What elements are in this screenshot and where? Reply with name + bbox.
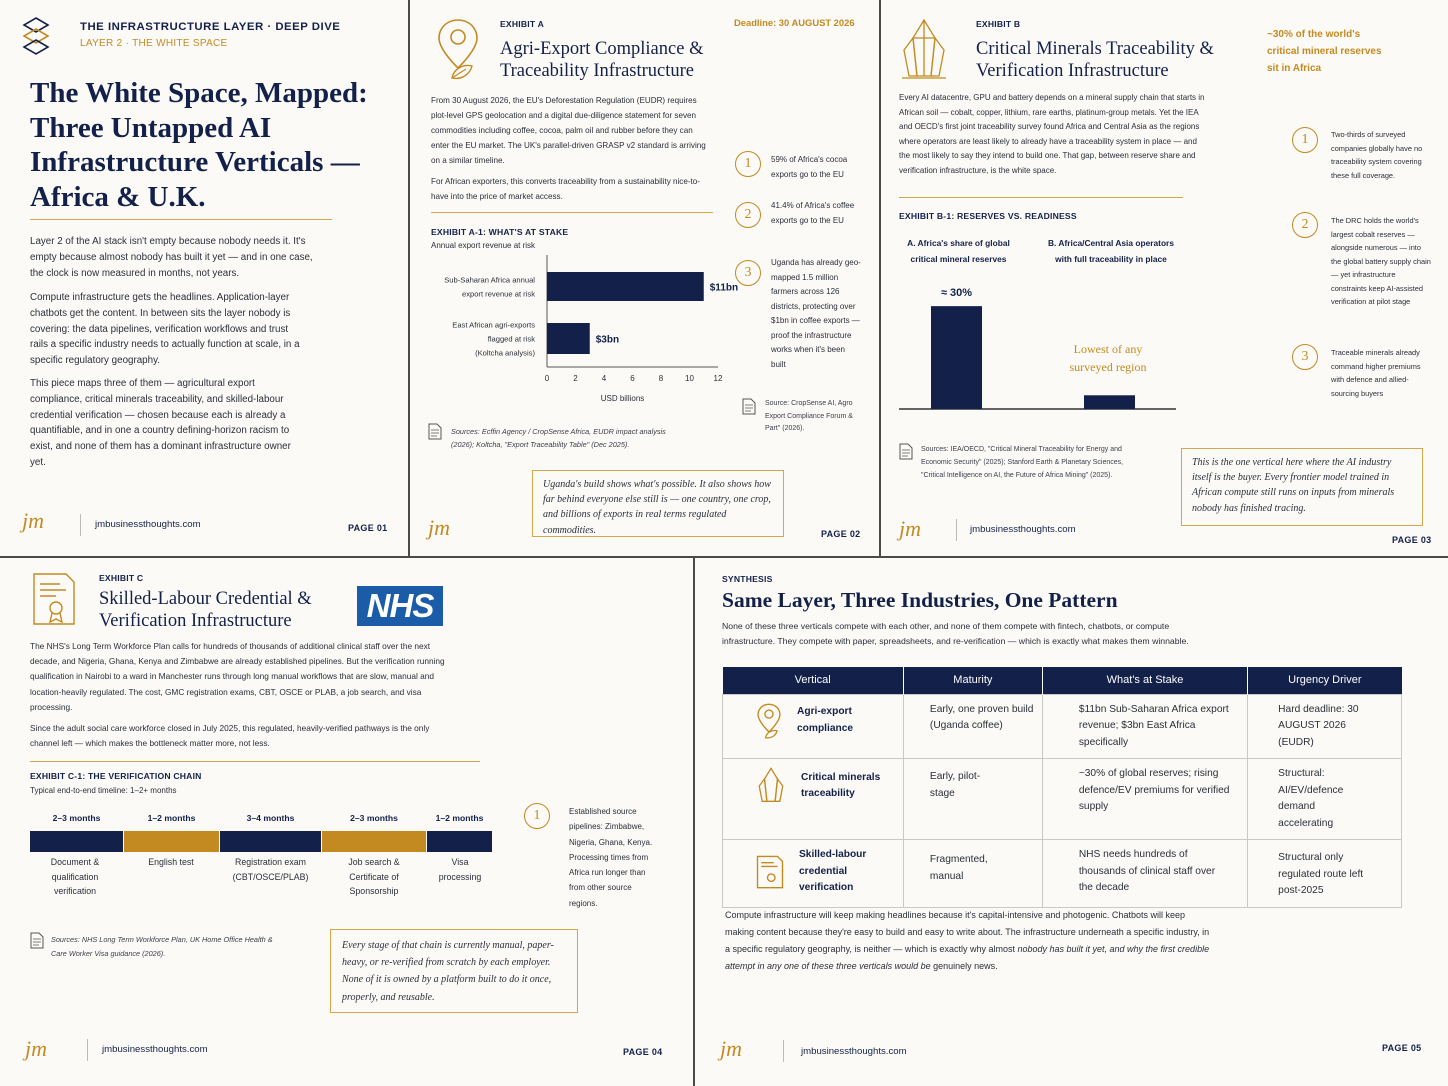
- x-tick-label: 2: [573, 374, 578, 383]
- site-link[interactable]: jmbusinessthoughts.com: [801, 1046, 907, 1057]
- table-cell: Early, one proven build (Uganda coffee): [903, 694, 1042, 759]
- x-tick-label: 12: [713, 374, 723, 383]
- sources-note: Sources: NHS Long Term Workforce Plan, UK Home Office Health & Care Worker Visa guidance (2026).: [51, 935, 273, 958]
- jm-logo: jm: [720, 1036, 742, 1061]
- document-icon: [742, 398, 756, 415]
- step-duration: 2–3 months: [350, 813, 398, 823]
- stat-text: Traceable minerals already command higher premiums with defence and allied-sourcing buyers: [1331, 348, 1421, 398]
- exhibit-title: Skilled-Labour Credential & Verification Infrastructure: [99, 589, 312, 631]
- location-leaf-icon: [434, 16, 482, 82]
- table-cell: $11bn Sub-Saharan Africa export revenue; $3bn East Africa specifically: [1042, 694, 1247, 759]
- bar: [931, 306, 982, 409]
- section-kicker: SYNTHESIS: [722, 574, 773, 584]
- exhibit-label: EXHIBIT A: [500, 19, 544, 29]
- closing-emphasis: nobody has built it yet, and why the first credible attempt in any one of these three verticals would be: [725, 943, 1210, 971]
- body-paragraph: Compute infrastructure gets the headlines. Application-layer chatbots get the content. In between sits the layer nobody is covering: the data pipelines, verification workflows and trust rails a specific industry needs to actually function at scale, in a specific regulatory geography.: [30, 292, 300, 367]
- sources-note: Sources: Ecffin Agency / CropSense Africa, EUDR impact analysis (2026); Koltcha, "Export Traceability Table" (Dec 2025).: [451, 427, 666, 449]
- page-title: The White Space, Mapped: Three Untapped AI Infrastructure Verticals — Africa & U.K.: [30, 77, 368, 213]
- bar-value-label: ≈ 30%: [940, 287, 973, 300]
- table-cell: Early, pilot-stage: [903, 759, 1042, 840]
- stat-number-2: 2: [735, 202, 761, 228]
- page-01: [0, 0, 408, 556]
- column-header: Urgency Driver: [1248, 667, 1402, 694]
- document-icon: [428, 423, 442, 440]
- column-header: Vertical: [723, 667, 904, 694]
- step-duration: 1–2 months: [435, 813, 484, 823]
- chart-subtitle: Annual export revenue at risk: [431, 241, 536, 250]
- intro-paragraph: None of these three verticals compete with each other, and none of them compete with fintech, chatbots, or compute infrastructure. They compete with paper, spreadsheets, and re-verification — which is exactly what makes them winnable.: [722, 621, 1189, 647]
- column-header: Maturity: [903, 667, 1042, 694]
- synthesis-table: [722, 667, 1402, 908]
- series-kicker: THE INFRASTRUCTURE LAYER · DEEP DIVE: [80, 21, 341, 33]
- category-label: (Koltcha analysis): [475, 348, 535, 358]
- x-tick-label: 10: [685, 374, 694, 383]
- deadline-badge: Deadline: 30 AUGUST 2026: [734, 17, 855, 28]
- closing-text: Compute infrastructure will keep making headlines because it's capital-intensive and photogenic. Chatbots will keep making content because they're easy to build and easy to write about. The infrastructure underneath a specific industry, in a specific regulatory geography, is neither — which is exactly why almost: [725, 910, 1210, 954]
- crystal-icon: [899, 16, 949, 84]
- stat-text: Established source pipelines: Zimbabwe, Nigeria, Ghana, Kenya. Processing times from Africa run longer than from other source regions.: [569, 807, 653, 908]
- body-paragraph: Every AI datacentre, GPU and battery depends on a mineral supply chain that starts in African soil — cobalt, copper, lithium, rare earths, platinum-group metals. Yet the IEA and OECD's first joint traceability survey found Africa and Central Asia as the regions where operators are least likely to already have a traceability system in place — and the most likely to say they intend to build one. That gap, between reserve share and verification infrastructure, is the white space.: [899, 93, 1205, 175]
- table-cell-vertical: [723, 840, 904, 908]
- sources-note: Sources: IEA/OECD, "Critical Mineral Traceability for Energy and Economic Security" (2025); Stanford Earth & Planetary Sciences, "Critical Intelligence on AI, the Future of Africa Mining" (2025).: [921, 446, 1124, 479]
- step-description: Job search & Certificate of Sponsorship: [348, 857, 400, 897]
- body-paragraph: For African exporters, this converts traceability from a sustainability nice-to-have into the price of market access.: [431, 177, 700, 202]
- location-leaf-icon: [755, 702, 783, 740]
- divider-rule: [30, 219, 332, 220]
- source-note: Source: CropSense AI, Agro Export Compliance Forum & Part" (2026).: [765, 400, 853, 432]
- table-cell-vertical: [723, 694, 904, 759]
- table-header-row: [723, 667, 1402, 694]
- page-02: [410, 0, 879, 556]
- vertical-name: Critical minerals traceability: [801, 771, 881, 799]
- footer-separator: [956, 519, 957, 541]
- column-header: What's at Stake: [1042, 667, 1247, 694]
- stat-text: The DRC holds the world's largest cobalt reserves — alongside numerous — into the global battery supply chain — yet infrastructure constraints keep AI-assisted verification at pilot stage: [1331, 216, 1431, 306]
- footer-separator: [87, 1039, 88, 1061]
- page-number: PAGE 02: [821, 529, 861, 539]
- stat-number-1: 1: [524, 803, 550, 829]
- stat-text: Two-thirds of surveyed companies globally have no traceability system covering these full coverage.: [1331, 130, 1423, 180]
- table-cell: Fragmented, manual: [903, 840, 1042, 908]
- x-tick-label: 8: [658, 374, 664, 383]
- bar-value-label: $11bn: [709, 282, 739, 294]
- certificate-icon: [30, 570, 78, 628]
- pull-quote: Every stage of that chain is currently manual, paper-heavy, or re-verified from scratch by each employer. None of it is owned by a platform built to do it once, properly, and reusable.: [330, 929, 578, 1013]
- x-tick-label: 4: [601, 374, 607, 383]
- page-number: PAGE 01: [348, 523, 388, 533]
- bar: [547, 323, 590, 354]
- stat-text: 59% of Africa's cocoa exports go to the EU: [771, 155, 848, 179]
- closing-paragraph: [725, 907, 1213, 975]
- headline-callout: ~30% of the world's critical mineral reserves sit in Africa: [1267, 29, 1382, 74]
- site-link[interactable]: jmbusinessthoughts.com: [970, 524, 1076, 535]
- page-04: [0, 558, 693, 1086]
- pull-quote: Uganda's build shows what's possible. It also shows how far behind everyone else still is — one country, one crop, and billions of exports in real terms regulated commodities.: [532, 470, 784, 537]
- table-cell-vertical: [723, 759, 904, 840]
- step-description: Registration exam (CBT/OSCE/PLAB): [232, 857, 309, 882]
- exhibit-label: EXHIBIT B: [976, 19, 1021, 29]
- stat-number-1: 1: [1292, 127, 1318, 153]
- x-tick-label: 6: [630, 374, 635, 383]
- chain-segment: [322, 831, 426, 852]
- table-cell: NHS needs hundreds of thousands of clinical staff over the decade: [1042, 840, 1247, 908]
- divider-rule: [431, 212, 713, 213]
- exhibit-label: EXHIBIT C: [99, 573, 144, 583]
- chart-column-label: B. Africa/Central Asia operators with full traceability in place: [1048, 238, 1174, 264]
- category-label: export revenue at risk: [461, 289, 535, 299]
- chain-segment: [427, 831, 492, 852]
- chart-label: EXHIBIT C-1: THE VERIFICATION CHAIN: [30, 771, 202, 781]
- stat-text: Uganda has already geo-mapped 1.5 million farmers across 126 districts, protecting over $1bn in coffee exports — proof the infrastructure works when it's been built: [771, 258, 861, 369]
- x-axis-label: USD billions: [600, 394, 645, 403]
- table-cell: Structural: AI/EV/defence demand accelerating: [1248, 759, 1402, 840]
- crystal-icon: [755, 766, 787, 806]
- table-cell: ~30% of global reserves; rising defence/EV premiums for verified supply: [1042, 759, 1247, 840]
- page-number: PAGE 05: [1382, 1043, 1422, 1053]
- body-paragraph: The NHS's Long Term Workforce Plan calls for hundreds of thousands of additional clinical staff over the next decade, and Nigeria, Ghana, Kenya and Zimbabwe are already established pipelines. But the verification running qualification in Nairobi to a ward in Manchester runs through long manual workflows that are slow, manual and location-heavily regulated. The cost, GMC registration exams, CBT, OSCE or PLAB, a job search, and visa processing.: [30, 641, 445, 712]
- layer-kicker: LAYER 2 · THE WHITE SPACE: [80, 38, 228, 49]
- table-row: [723, 694, 1402, 759]
- table-cell: Hard deadline: 30 AUGUST 2026 (EUDR): [1248, 694, 1402, 759]
- divider-rule: [30, 761, 480, 762]
- document-icon: [30, 932, 44, 949]
- jm-logo: jm: [25, 1036, 47, 1061]
- x-tick-label: 0: [544, 374, 550, 383]
- intro-paragraph: Layer 2 of the AI stack isn't empty because nobody needs it. It's empty because almost nobody has built it yet — and in one case, the clock is now measured in months, not years.: [30, 236, 313, 279]
- vertical-name: Skilled-labour credential verification: [799, 849, 867, 893]
- page-03: [881, 0, 1448, 556]
- layers-icon: [22, 16, 50, 60]
- exhibit-title: Critical Minerals Traceability & Verification Infrastructure: [976, 39, 1214, 81]
- stat-number-1: 1: [735, 151, 761, 177]
- bar-value-label: $3bn: [595, 334, 620, 346]
- body-paragraph: This piece maps three of them — agricultural export compliance, critical minerals traceability, and skilled-labour credential verification — chosen because each is already a quantifiable, and in one a country defining-horizon racism to exist, and none of them has a dominant infrastructure owner yet.: [30, 378, 291, 468]
- page-05: [695, 558, 1448, 1086]
- chart-label: EXHIBIT B-1: RESERVES VS. READINESS: [899, 211, 1077, 221]
- jm-logo: jm: [899, 516, 921, 541]
- step-duration: 1–2 months: [147, 813, 196, 823]
- certificate-icon: [755, 852, 785, 892]
- pull-quote: This is the one vertical here where the AI industry itself is the buyer. Every frontier model trained in African compute still runs on inputs from minerals nobody has finished tracing.: [1181, 448, 1423, 526]
- bar: [1084, 395, 1135, 409]
- chart-label: EXHIBIT A-1: WHAT'S AT STAKE: [431, 227, 569, 237]
- stat-number-2: 2: [1292, 212, 1318, 238]
- nhs-logo: NHS: [357, 586, 443, 626]
- chart-subtitle: Typical end-to-end timeline: 1–2+ months: [30, 786, 177, 795]
- body-paragraph: From 30 August 2026, the EU's Deforestation Regulation (EUDR) requires plot-level GPS geolocation and a digital due-diligence statement for seven commodities including coffee, cocoa, palm oil and rubber before they can enter the EU market. The UK's parallel-driven GRASP v2 standard is arriving on a similar timeline.: [431, 96, 706, 166]
- page-number: PAGE 04: [623, 1047, 663, 1057]
- category-label: East African agri-exports: [452, 320, 535, 330]
- site-link[interactable]: jmbusinessthoughts.com: [102, 1044, 208, 1055]
- chart-annotation: Lowest of any surveyed region: [1069, 342, 1147, 374]
- chain-segment: [30, 831, 123, 852]
- step-description: English test: [148, 857, 194, 867]
- step-duration: 3–4 months: [246, 813, 295, 823]
- footer-separator: [783, 1040, 784, 1062]
- export-risk-bar-chart: [420, 252, 739, 412]
- site-link[interactable]: jmbusinessthoughts.com: [95, 519, 201, 530]
- category-label: flagged at risk: [487, 334, 535, 344]
- vertical-name: Agri-export compliance: [797, 706, 854, 734]
- chart-column-label: A. Africa's share of global critical mineral reserves: [907, 238, 1010, 264]
- step-duration: 2–3 months: [52, 813, 101, 823]
- jm-logo: jm: [428, 515, 450, 540]
- stat-text: 41.4% of Africa's coffee exports go to the EU: [771, 201, 855, 225]
- table-cell: Structural only regulated route left post-2025: [1248, 840, 1402, 908]
- divider-rule: [899, 197, 1183, 198]
- footer-separator: [80, 514, 81, 536]
- exhibit-title: Agri-Export Compliance & Traceability Infrastructure: [500, 39, 704, 81]
- document-icon: [899, 443, 913, 460]
- body-paragraph: Since the adult social care workforce closed in July 2025, this regulated, heavily-verified pathways is the only channel left — which makes the bottleneck matter more, not less.: [30, 723, 430, 749]
- stat-number-3: 3: [735, 260, 761, 286]
- page-title: Same Layer, Three Industries, One Pattern: [722, 588, 1118, 612]
- bar: [547, 272, 704, 301]
- chain-segment: [124, 831, 219, 852]
- step-description: Visa processing: [438, 857, 482, 882]
- chain-segment: [220, 831, 321, 852]
- stat-number-3: 3: [1292, 344, 1318, 370]
- page-number: PAGE 03: [1392, 535, 1432, 545]
- table-row: [723, 759, 1402, 840]
- closing-text: genuinely news.: [930, 960, 998, 971]
- step-description: Document & qualification verification: [50, 857, 100, 897]
- jm-logo: jm: [22, 508, 44, 533]
- table-row: [723, 840, 1402, 908]
- category-label: Sub-Saharan Africa annual: [444, 275, 535, 285]
